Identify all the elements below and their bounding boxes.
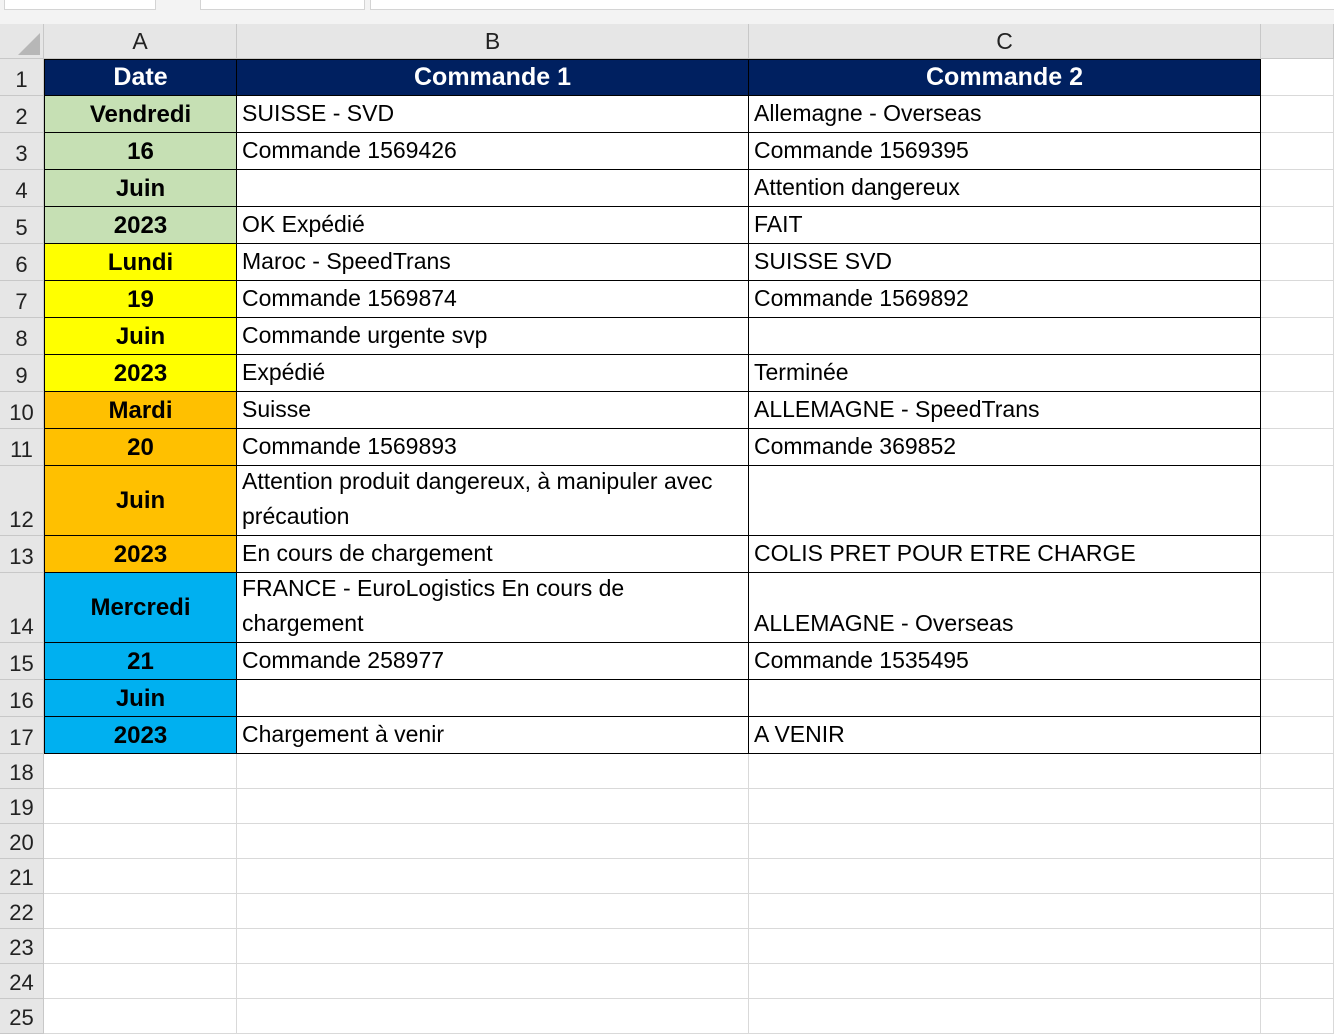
grid-cell[interactable] [44,929,237,964]
commande-2-cell-text: Commande 1569395 [754,137,969,163]
row-header-1[interactable]: 1 [0,59,44,96]
grid-cell[interactable] [749,894,1261,929]
grid-cell[interactable] [749,824,1261,859]
row-header-9[interactable]: 9 [0,355,44,392]
grid-cell[interactable] [1261,133,1334,170]
commande-2-cell[interactable] [749,170,1261,207]
row-header-8[interactable]: 8 [0,318,44,355]
date-cell[interactable] [44,244,237,281]
date-cell-text: Vendredi [89,101,192,128]
grid-cell[interactable] [1261,964,1334,999]
commande-1-cell[interactable] [237,717,749,754]
commande-2-cell[interactable] [749,318,1261,355]
grid-cell[interactable] [1261,355,1334,392]
header-commande-2-text: Commande 2 [926,63,1083,91]
commande-2-cell[interactable] [749,355,1261,392]
date-cell-text: Mardi [108,397,173,424]
grid-cell[interactable] [749,999,1261,1034]
grid-cell[interactable] [1261,466,1334,536]
header-commande-2[interactable] [749,59,1261,96]
date-cell[interactable] [44,717,237,754]
row-header-20[interactable]: 20 [0,824,44,859]
commande-2-cell[interactable] [749,717,1261,754]
row-header-2[interactable]: 2 [0,96,44,133]
commande-2-cell[interactable] [749,244,1261,281]
commande-2-cell-text: SUISSE SVD [754,248,893,274]
commande-2-cell-text: FAIT [754,211,803,237]
commande-2-cell-text: Attention dangereux [754,174,960,200]
commande-2-cell[interactable] [749,96,1261,133]
commande-1-cell[interactable] [237,355,749,392]
row-header-16[interactable]: 16 [0,680,44,717]
row-header-25[interactable]: 25 [0,999,44,1034]
commande-2-cell[interactable] [749,466,1261,536]
date-cell-text: Juin [115,323,166,350]
grid-cell[interactable] [237,964,749,999]
column-header-a[interactable]: A [44,24,237,59]
select-all-triangle-icon [18,33,40,55]
header-commande-1[interactable] [237,59,749,96]
row-header-6[interactable]: 6 [0,244,44,281]
date-cell[interactable] [44,207,237,244]
commande-1-cell-text: Commande 1569893 [242,433,457,459]
grid-cell[interactable] [1261,999,1334,1034]
grid-cell[interactable] [237,824,749,859]
grid-cell[interactable] [44,824,237,859]
commande-1-cell-text: OK Expédié [242,211,365,237]
grid-cell[interactable] [1261,824,1334,859]
commande-2-cell-text: Commande 1569892 [754,285,969,311]
commande-1-cell-text: Commande urgente svp [242,322,488,348]
row-header-13[interactable]: 13 [0,536,44,573]
date-cell-text: 2023 [113,212,168,239]
grid-cell[interactable] [44,894,237,929]
row-header-3[interactable]: 3 [0,133,44,170]
grid-cell[interactable] [1261,929,1334,964]
commande-1-cell[interactable] [237,96,749,133]
grid-cell[interactable] [237,929,749,964]
select-all-button[interactable] [0,24,44,59]
grid-cell[interactable] [1261,789,1334,824]
grid-cell[interactable] [749,789,1261,824]
column-header-c[interactable]: C [749,24,1261,59]
grid-cell[interactable] [1261,643,1334,680]
commande-1-cell[interactable] [237,680,749,717]
date-cell-text: 2023 [113,360,168,387]
grid-cell[interactable] [1261,59,1334,96]
commande-1-cell-text: Commande 258977 [242,647,445,673]
grid-cell[interactable] [44,789,237,824]
row-header-23[interactable]: 23 [0,929,44,964]
commande-1-cell[interactable] [237,536,749,573]
commande-1-cell[interactable] [237,318,749,355]
row-header-15[interactable]: 15 [0,643,44,680]
commande-2-cell[interactable] [749,643,1261,680]
grid-cell[interactable] [1261,429,1334,466]
commande-2-cell-text: Allemagne - Overseas [754,100,982,126]
date-cell[interactable] [44,643,237,680]
grid-cell[interactable] [1261,717,1334,754]
commande-1-cell[interactable] [237,392,749,429]
commande-1-cell[interactable] [237,281,749,318]
grid-cell[interactable] [237,754,749,789]
commande-1-cell[interactable] [237,429,749,466]
row-header-12[interactable]: 12 [0,466,44,536]
commande-2-cell[interactable] [749,429,1261,466]
commande-1-cell[interactable] [237,466,749,536]
date-cell[interactable] [44,392,237,429]
commande-2-cell-text: A VENIR [754,721,845,747]
row-header-19[interactable]: 19 [0,789,44,824]
date-cell[interactable] [44,170,237,207]
date-cell[interactable] [44,429,237,466]
commande-2-cell-text: COLIS PRET POUR ETRE CHARGE [754,540,1136,566]
commande-1-cell-text: Commande 1569874 [242,285,457,311]
commande-1-cell-text: Attention produit dangereux, à manipuler avec précaution [242,468,713,529]
date-cell-text: Juin [115,175,166,202]
row-header-11[interactable]: 11 [0,429,44,466]
grid-cell[interactable] [1261,536,1334,573]
commande-2-cell[interactable] [749,392,1261,429]
date-cell[interactable] [44,466,237,536]
date-cell[interactable] [44,281,237,318]
grid-cell[interactable] [1261,244,1334,281]
commande-1-cell[interactable] [237,573,749,643]
grid-cell[interactable] [1261,859,1334,894]
date-cell-text: Juin [115,487,166,514]
commande-1-cell[interactable] [237,244,749,281]
commande-2-cell[interactable] [749,133,1261,170]
grid-cell[interactable] [1261,754,1334,789]
grid-cell[interactable] [749,859,1261,894]
commande-1-cell-text: Maroc - SpeedTrans [242,248,451,274]
date-cell-text: Mercredi [90,594,191,621]
grid-cell[interactable] [237,859,749,894]
formula-bar-area [0,0,1334,24]
date-cell-text: 20 [127,434,154,461]
grid-cell[interactable] [1261,207,1334,244]
grid-cell[interactable] [1261,318,1334,355]
formula-buttons[interactable] [200,0,365,10]
header-date-text: Date [113,63,168,91]
grid-cell[interactable] [1261,170,1334,207]
grid-cell[interactable] [749,754,1261,789]
header-date[interactable] [44,59,237,96]
grid-cell[interactable] [1261,573,1334,643]
date-cell-text: 21 [127,648,154,675]
column-header-b[interactable]: B [237,24,749,59]
grid-cell[interactable] [237,789,749,824]
row-header-18[interactable]: 18 [0,754,44,789]
commande-1-cell[interactable] [237,133,749,170]
date-cell[interactable] [44,573,237,643]
date-cell-text: 19 [127,286,154,313]
commande-2-cell[interactable] [749,680,1261,717]
commande-2-cell-text: Terminée [754,359,849,385]
row-header-22[interactable]: 22 [0,894,44,929]
header-commande-1-text: Commande 1 [414,63,571,91]
commande-1-cell-text: FRANCE - EuroLogistics En cours de chargement [242,575,625,636]
date-cell-text: Juin [115,685,166,712]
row-header-24[interactable]: 24 [0,964,44,999]
row-header-5[interactable]: 5 [0,207,44,244]
grid-cell[interactable] [749,929,1261,964]
date-cell-text: 2023 [113,722,168,749]
commande-1-cell[interactable] [237,643,749,680]
commande-1-cell-text: Expédié [242,359,326,385]
commande-2-cell-text: ALLEMAGNE - Overseas [754,610,1014,636]
date-cell[interactable] [44,680,237,717]
grid-cell[interactable] [44,999,237,1034]
date-cell[interactable] [44,133,237,170]
grid-cell[interactable] [1261,281,1334,318]
grid-cell[interactable] [44,859,237,894]
date-cell[interactable] [44,536,237,573]
formula-input[interactable] [370,0,1334,10]
column-header-d[interactable] [1261,24,1334,59]
commande-1-cell[interactable] [237,170,749,207]
commande-2-cell[interactable] [749,536,1261,573]
commande-1-cell-text: Suisse [242,396,312,422]
date-cell-text: Lundi [107,249,174,276]
grid-cell[interactable] [749,964,1261,999]
row-header-14[interactable]: 14 [0,573,44,643]
commande-1-cell-text: Commande 1569426 [242,137,457,163]
grid-cell[interactable] [44,754,237,789]
row-header-7[interactable]: 7 [0,281,44,318]
name-box[interactable] [4,0,156,10]
date-cell-text: 16 [127,138,154,165]
commande-1-cell[interactable] [237,207,749,244]
commande-2-cell-text: Commande 369852 [754,433,957,459]
commande-1-cell-text: SUISSE - SVD [242,100,395,126]
commande-1-cell-text: Chargement à venir [242,721,444,747]
commande-2-cell[interactable] [749,207,1261,244]
grid-cell[interactable] [1261,680,1334,717]
grid-cell[interactable] [1261,894,1334,929]
date-cell[interactable] [44,96,237,133]
row-header-17[interactable]: 17 [0,717,44,754]
date-cell[interactable] [44,355,237,392]
grid-cell[interactable] [237,894,749,929]
row-header-4[interactable]: 4 [0,170,44,207]
row-header-10[interactable]: 10 [0,392,44,429]
grid-cell[interactable] [44,964,237,999]
commande-2-cell[interactable] [749,281,1261,318]
date-cell[interactable] [44,318,237,355]
grid-cell[interactable] [237,999,749,1034]
row-header-21[interactable]: 21 [0,859,44,894]
commande-2-cell[interactable] [749,573,1261,643]
commande-2-cell-text: Commande 1535495 [754,647,969,673]
grid-cell[interactable] [1261,392,1334,429]
commande-2-cell-text: ALLEMAGNE - SpeedTrans [754,396,1040,422]
grid-cell[interactable] [1261,96,1334,133]
date-cell-text: 2023 [113,541,168,568]
commande-1-cell-text: En cours de chargement [242,540,493,566]
